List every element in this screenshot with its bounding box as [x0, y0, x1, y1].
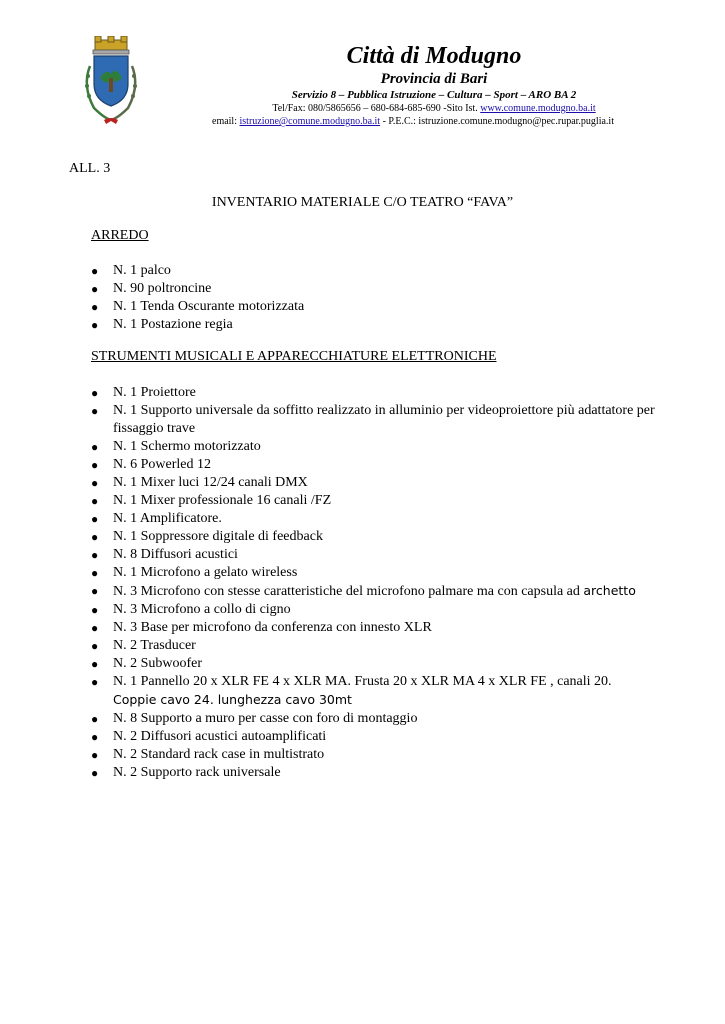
list-item — [91, 601, 671, 619]
list-item-text: N. 1 Proiettore — [113, 385, 196, 400]
bullet-icon: ● — [91, 657, 99, 671]
website-link[interactable]: www.comune.modugno.ba.it — [480, 103, 596, 114]
list-item — [91, 764, 671, 782]
list-item-text: N. 3 Base per microfono da conferenza con innesto XLR — [113, 620, 432, 635]
list-item — [91, 316, 671, 334]
attachment-label: ALL. 3 — [69, 161, 111, 176]
list-item-text: N. 1 Supporto universale da soffitto realizzato in alluminio per videoproiettore più adattatore per fissaggio trave — [113, 403, 655, 436]
list-item — [91, 582, 671, 601]
bullet-icon: ● — [91, 458, 99, 472]
bullet-icon: ● — [91, 318, 99, 332]
list-item-text: N. 1 Schermo motorizzato — [113, 439, 261, 454]
list-item — [91, 262, 671, 280]
list-item — [91, 402, 671, 438]
list-item — [91, 280, 671, 298]
list-item-text: N. 90 poltroncine — [113, 281, 212, 296]
document-title: INVENTARIO MATERIALE C/O TEATRO “FAVA” — [211, 195, 514, 210]
bullet-icon: ● — [91, 566, 99, 580]
list-item-text: N. 1 Mixer professionale 16 canali /FZ — [113, 493, 332, 508]
list-item-text: N. 1 Mixer luci 12/24 canali DMX — [113, 475, 308, 490]
list-item — [91, 673, 671, 710]
list-item-text: N. 1 Microfono a gelato wireless — [113, 565, 298, 580]
bullet-icon: ● — [91, 712, 99, 726]
list-item-text: N. 2 Subwoofer — [113, 656, 203, 671]
list-item — [91, 492, 671, 510]
list-item — [91, 298, 671, 316]
bullet-icon: ● — [91, 639, 99, 653]
bullet-icon: ● — [91, 748, 99, 762]
telfax-text: Tel/Fax: 080/5865656 – 680-684-685-690 -Sito Ist. — [272, 103, 481, 114]
list-item-text: N. 3 Microfono con stesse caratteristiche del microfono palmare ma con capsula ad — [113, 584, 580, 599]
bullet-icon: ● — [91, 675, 99, 689]
list-item — [91, 655, 671, 673]
bullet-icon: ● — [91, 440, 99, 454]
strumenti-list — [91, 384, 671, 782]
list-item-text: N. 6 Powerled 12 — [113, 457, 211, 472]
province-name: Provincia di Bari — [380, 71, 488, 87]
list-item — [91, 384, 671, 402]
list-item — [91, 438, 671, 456]
bullet-icon: ● — [91, 730, 99, 744]
list-item — [91, 637, 671, 655]
email-line — [106, 115, 720, 128]
section-heading-arredo: ARREDO — [91, 228, 149, 243]
bullet-icon: ● — [91, 404, 99, 418]
list-item — [91, 619, 671, 637]
contact-line — [148, 102, 720, 115]
email-link[interactable]: istruzione@comune.modugno.ba.it — [239, 116, 381, 127]
list-item-text: N. 2 Diffusori acustici autoamplificati — [113, 729, 327, 744]
list-item-text-continued: Coppie cavo 24. lunghezza cavo 30mt — [113, 692, 352, 707]
city-name: Città di Modugno — [346, 43, 522, 69]
list-item — [91, 564, 671, 582]
bullet-icon: ● — [91, 603, 99, 617]
arredo-list — [91, 262, 671, 334]
list-item-text: N. 1 Soppressore digitale di feedback — [113, 529, 323, 544]
list-item-text: N. 8 Supporto a muro per casse con foro di montaggio — [113, 711, 418, 726]
bullet-icon: ● — [91, 264, 99, 278]
bullet-icon: ● — [91, 512, 99, 526]
list-item-text: N. 1 Amplificatore. — [113, 511, 222, 526]
list-item-text: N. 1 Tenda Oscurante motorizzata — [113, 299, 305, 314]
list-item — [91, 528, 671, 546]
email-label: email: — [212, 116, 240, 127]
bullet-icon: ● — [91, 386, 99, 400]
bullet-icon: ● — [91, 494, 99, 508]
bullet-icon: ● — [91, 621, 99, 635]
list-item — [91, 746, 671, 764]
bullet-icon: ● — [91, 584, 99, 598]
list-item — [91, 456, 671, 474]
list-item-text: N. 8 Diffusori acustici — [113, 547, 238, 562]
service-line: Servizio 8 – Pubblica Istruzione – Cultura – Sport – ARO BA 2 — [291, 89, 577, 101]
list-item — [91, 710, 671, 728]
bullet-icon: ● — [91, 766, 99, 780]
bullet-icon: ● — [91, 300, 99, 314]
list-item — [91, 546, 671, 564]
list-item-text: N. 2 Standard rack case in multistrato — [113, 747, 325, 762]
bullet-icon: ● — [91, 282, 99, 296]
bullet-icon: ● — [91, 476, 99, 490]
bullet-icon: ● — [91, 548, 99, 562]
list-item — [91, 728, 671, 746]
section-heading-strumenti: STRUMENTI MUSICALI E APPARECCHIATURE ELETTRONICHE — [91, 349, 497, 364]
list-item — [91, 474, 671, 492]
list-item-text: N. 1 Postazione regia — [113, 317, 233, 332]
list-item-text: N. 1 palco — [113, 263, 171, 278]
bullet-icon: ● — [91, 530, 99, 544]
list-item-text: N. 2 Supporto rack universale — [113, 765, 281, 780]
list-item-text: N. 2 Trasducer — [113, 638, 196, 653]
list-item-text: N. 1 Pannello 20 x XLR FE 4 x XLR MA. Frusta 20 x XLR MA 4 x XLR FE , canali 20. — [113, 674, 612, 689]
list-item — [91, 510, 671, 528]
list-item-text-continued: archetto — [583, 583, 636, 598]
letterhead — [120, 42, 720, 128]
list-item-text: N. 3 Microfono a collo di cigno — [113, 602, 291, 617]
pec-text: - P.E.C.: istruzione.comune.modugno@pec.rupar.puglia.it — [380, 116, 614, 127]
